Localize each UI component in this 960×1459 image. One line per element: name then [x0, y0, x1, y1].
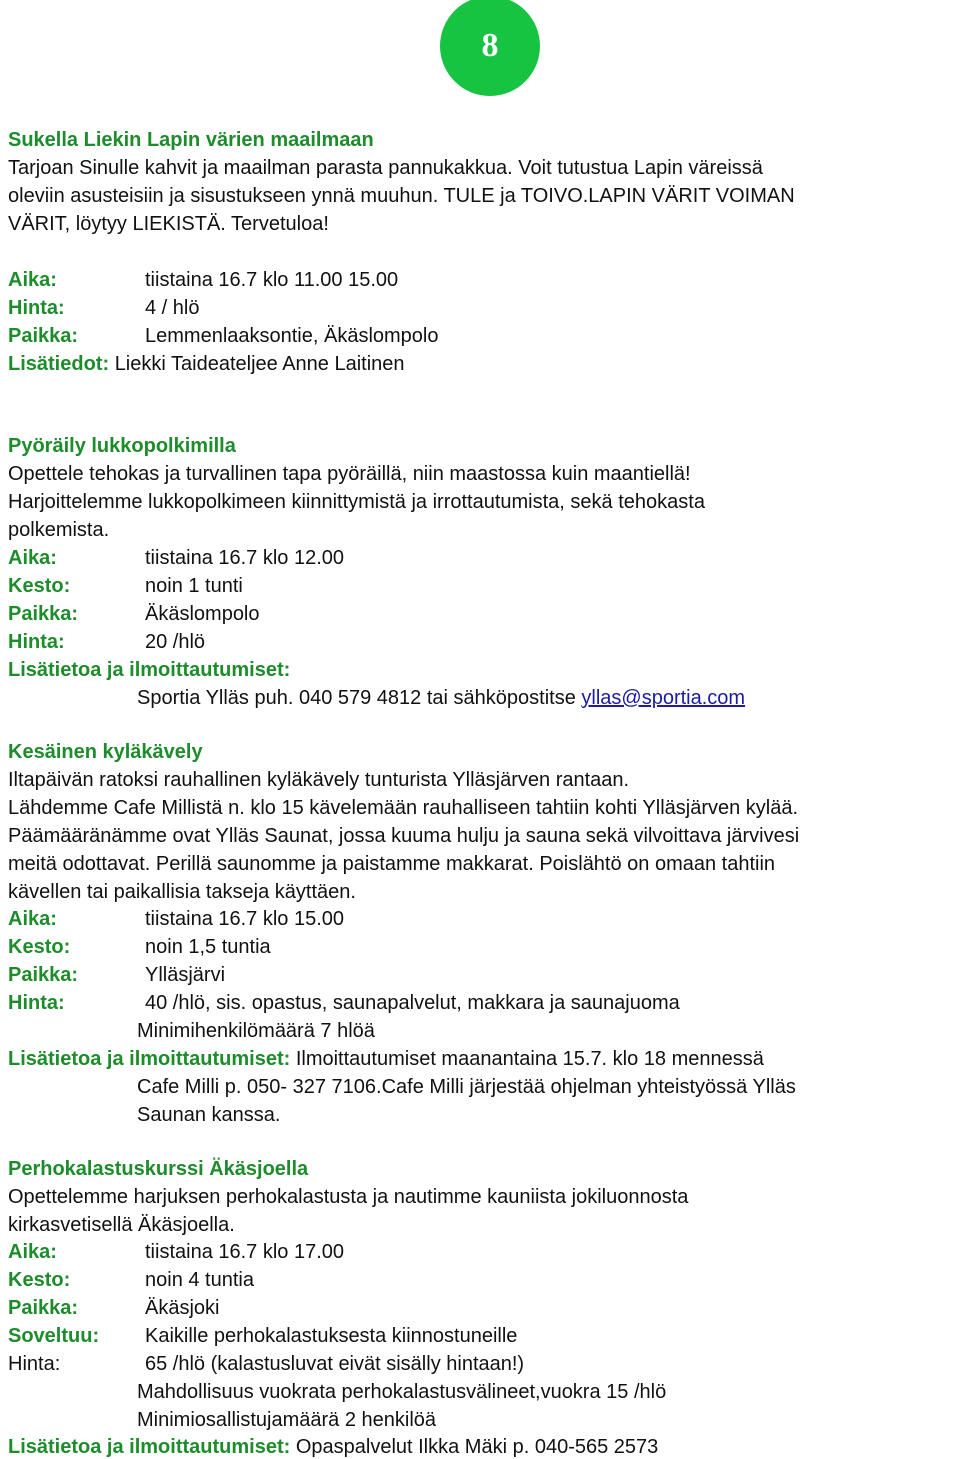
paikka-label: Paikka:	[8, 1297, 79, 1319]
hinta-label: Hinta:	[8, 1353, 61, 1375]
page-number-badge	[440, 0, 540, 96]
paikka-label: Paikka:	[8, 964, 79, 986]
hinta-value: 65 /hlö (kalastusluvat eivät sisälly hintaan!)	[145, 1353, 525, 1375]
section-body-line: oleviin asusteisiin ja sisustukseen ynnä muuhun. TULE ja TOIVO.LAPIN VÄRIT VOIMAN	[8, 185, 795, 207]
info-row-aika	[8, 546, 948, 570]
kesto-label: Kesto:	[8, 936, 71, 958]
email-link[interactable]: yllas@sportia.com	[581, 687, 746, 709]
aika-label: Aika:	[8, 1241, 57, 1263]
hinta-value-extra: Minimiosallistujamäärä 2 henkilöä	[137, 1409, 437, 1431]
info-row-paikka	[8, 1296, 948, 1320]
hinta-value-extra: Minimihenkilömäärä 7 hlöä	[137, 1020, 375, 1042]
paikka-label: Paikka:	[8, 603, 79, 625]
lisatiedot-label: Lisätiedot:	[8, 353, 110, 375]
kesto-label: Kesto:	[8, 575, 71, 597]
contact-text: Sportia Ylläs puh. 040 579 4812 tai sähköpostitse	[137, 687, 582, 709]
section-title: Sukella Liekin Lapin värien maailmaan	[8, 129, 374, 151]
paikka-value: Äkäsjoki	[145, 1297, 220, 1319]
info-row-aika	[8, 907, 948, 931]
section-body-line: polkemista.	[8, 519, 110, 541]
aika-label: Aika:	[8, 547, 57, 569]
section-title: Perhokalastuskurssi Äkäsjoella	[8, 1158, 309, 1180]
info-row-kesto	[8, 1268, 948, 1292]
section-body-line: Harjoittelemme lukkopolkimeen kiinnittymistä ja irrottautumista, sekä tehokasta	[8, 491, 705, 513]
info-row-hinta	[8, 1352, 948, 1376]
soveltuu-label: Soveltuu:	[8, 1325, 100, 1347]
lisatietoa-label: Lisätietoa ja ilmoittautumiset:	[8, 659, 291, 681]
aika-value: tiistaina 16.7 klo 11.00 15.00	[145, 269, 399, 291]
hinta-label: Hinta:	[8, 631, 65, 653]
hinta-value: 4 / hlö	[145, 297, 200, 319]
section-body-line: VÄRIT, löytyy LIEKISTÄ. Tervetuloa!	[8, 213, 329, 235]
info-row-kesto	[8, 935, 948, 959]
info-row-hinta	[8, 991, 948, 1015]
section-title: Kesäinen kyläkävely	[8, 741, 203, 763]
paikka-value: Lemmenlaaksontie, Äkäslompolo	[145, 325, 439, 347]
info-row-lisatietoa	[8, 1047, 764, 1071]
aika-value: tiistaina 16.7 klo 15.00	[145, 908, 345, 930]
info-row-lisatiedot	[8, 352, 405, 376]
section-body-line: meitä odottavat. Perillä saunomme ja paistamme makkarat. Poislähtö on omaan tahtiin	[8, 853, 776, 875]
aika-label: Aika:	[8, 908, 57, 930]
info-row-paikka	[8, 324, 948, 348]
lisatiedot-value: Liekki Taideateljee Anne Laitinen	[114, 353, 405, 375]
hinta-value-extra: Mahdollisuus vuokrata perhokalastusvälineet,vuokra 15 /hlö	[137, 1381, 667, 1403]
info-row-hinta	[8, 630, 948, 654]
info-row-paikka	[8, 602, 948, 626]
info-row-lisatietoa	[8, 1435, 658, 1459]
paikka-value: Ylläsjärvi	[145, 964, 226, 986]
section-title: Pyöräily lukkopolkimilla	[8, 435, 236, 457]
section-body-line: kävellen tai paikallisia takseja käyttäen.	[8, 881, 356, 903]
section-body-line: kirkasvetisellä Äkäsjoella.	[8, 1214, 235, 1236]
lisatietoa-value-extra: Saunan kanssa.	[137, 1104, 281, 1126]
section-body-line: Opettele tehokas ja turvallinen tapa pyöräillä, niin maastossa kuin maantiellä!	[8, 463, 691, 485]
hinta-label: Hinta:	[8, 992, 65, 1014]
info-row-aika	[8, 268, 948, 292]
info-row-kesto	[8, 574, 948, 598]
page-number: 8	[481, 27, 499, 64]
soveltuu-value: Kaikille perhokalastuksesta kiinnostuneille	[145, 1325, 518, 1347]
lisatietoa-value: Opaspalvelut Ilkka Mäki p. 040-565 2573	[295, 1436, 659, 1458]
contact-line	[137, 686, 745, 710]
kesto-label: Kesto:	[8, 1269, 71, 1291]
lisatietoa-value: Ilmoittautumiset maanantaina 15.7. klo 18 mennessä	[295, 1048, 764, 1070]
hinta-label: Hinta:	[8, 297, 65, 319]
section-body-line: Tarjoan Sinulle kahvit ja maailman parasta pannukakkua. Voit tutustua Lapin väreissä	[8, 157, 763, 179]
lisatietoa-label: Lisätietoa ja ilmoittautumiset:	[8, 1048, 291, 1070]
hinta-value: 20 /hlö	[145, 631, 206, 653]
section-body-line: Päämääränämme ovat Ylläs Saunat, jossa kuuma hulju ja sauna sekä vilvoittava järvivesi	[8, 825, 800, 847]
section-body-line: Lähdemme Cafe Millistä n. klo 15 kävelemään rauhalliseen tahtiin kohti Ylläsjärven kylää.	[8, 797, 799, 819]
aika-label: Aika:	[8, 269, 57, 291]
aika-value: tiistaina 16.7 klo 12.00	[145, 547, 345, 569]
kesto-value: noin 4 tuntia	[145, 1269, 254, 1291]
info-row-soveltuu	[8, 1324, 948, 1348]
lisatietoa-value-extra: Cafe Milli p. 050- 327 7106.Cafe Milli järjestää ohjelman yhteistyössä Ylläs	[137, 1076, 796, 1098]
paikka-value: Äkäslompolo	[145, 603, 260, 625]
hinta-value: 40 /hlö, sis. opastus, saunapalvelut, makkara ja saunajuoma	[145, 992, 680, 1014]
section-body-line: Iltapäivän ratoksi rauhallinen kyläkävely tunturista Ylläsjärven rantaan.	[8, 769, 630, 791]
kesto-value: noin 1,5 tuntia	[145, 936, 271, 958]
info-row-hinta	[8, 296, 948, 320]
info-row-paikka	[8, 963, 948, 987]
section-body-line: Opettelemme harjuksen perhokalastusta ja nautimme kauniista jokiluonnosta	[8, 1186, 689, 1208]
paikka-label: Paikka:	[8, 325, 79, 347]
aika-value: tiistaina 16.7 klo 17.00	[145, 1241, 345, 1263]
info-row-aika	[8, 1240, 948, 1264]
lisatietoa-label: Lisätietoa ja ilmoittautumiset:	[8, 1436, 291, 1458]
kesto-value: noin 1 tunti	[145, 575, 243, 597]
